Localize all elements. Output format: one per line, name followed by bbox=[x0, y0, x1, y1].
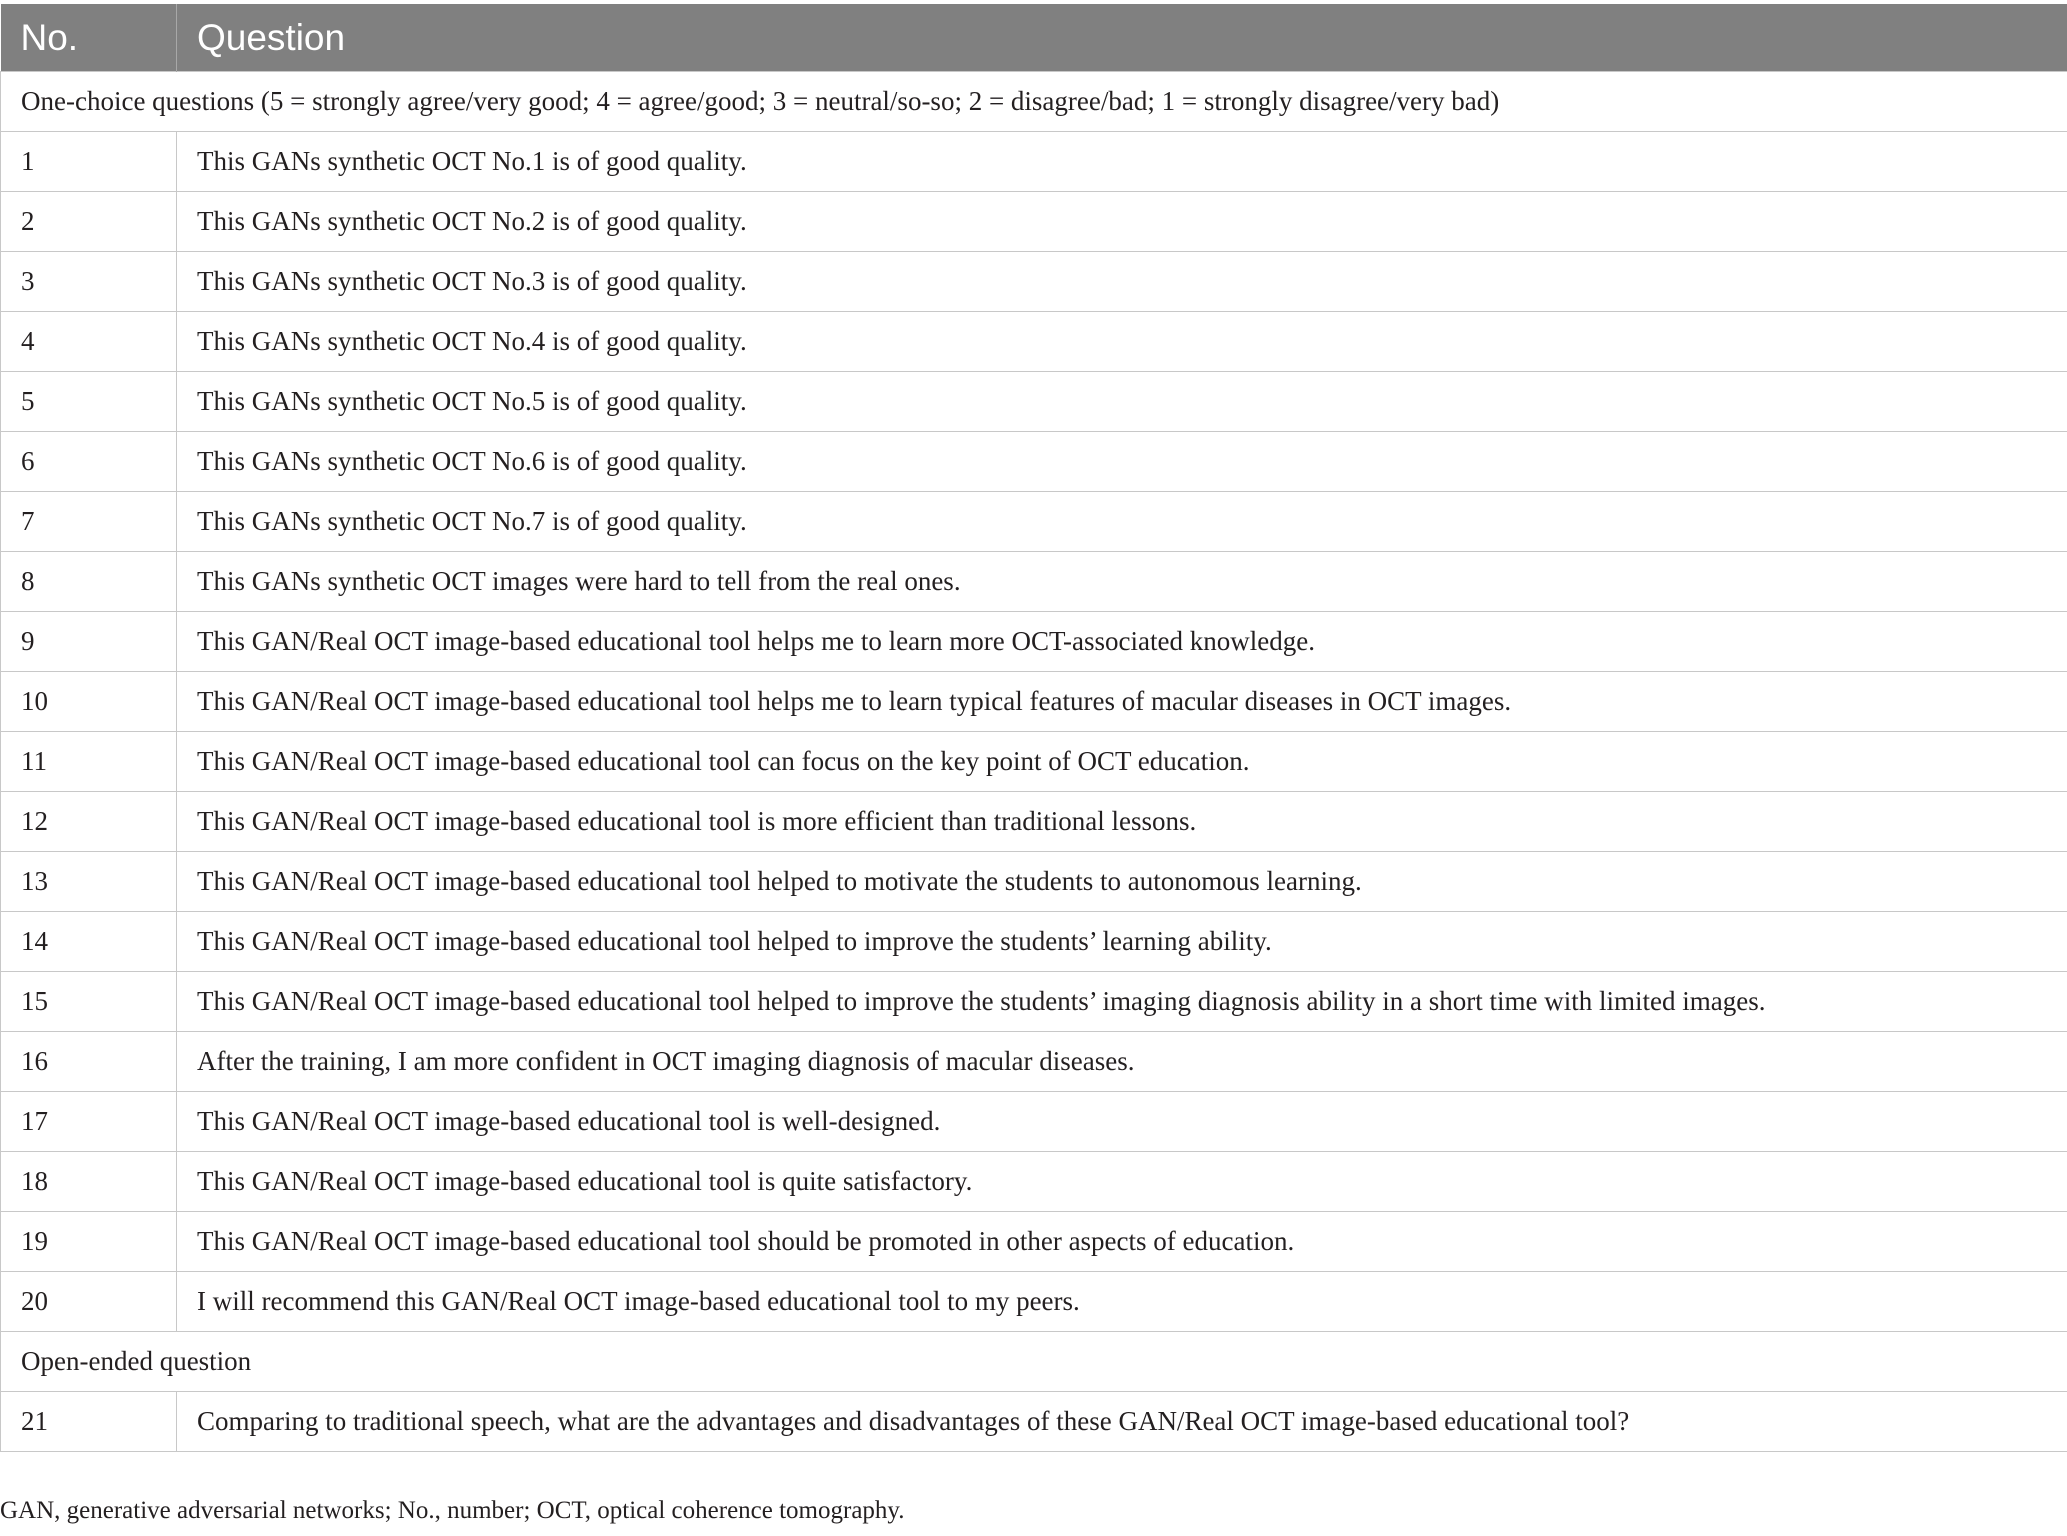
table-row bbox=[1, 1152, 2067, 1212]
table-row bbox=[1, 132, 2067, 192]
table-row bbox=[1, 1272, 2067, 1332]
row-question: This GANs synthetic OCT No.2 is of good quality. bbox=[177, 192, 2067, 252]
row-question: This GANs synthetic OCT No.6 is of good quality. bbox=[177, 432, 2067, 492]
row-number: 6 bbox=[1, 432, 177, 492]
row-question: This GANs synthetic OCT No.7 is of good quality. bbox=[177, 492, 2067, 552]
row-number: 11 bbox=[1, 732, 177, 792]
section-row-one-choice bbox=[1, 72, 2067, 132]
table-row bbox=[1, 1392, 2067, 1452]
table-row bbox=[1, 552, 2067, 612]
table-footnote: GAN, generative adversarial networks; No., number; OCT, optical coherence tomography. bbox=[0, 1497, 905, 1524]
row-question: This GAN/Real OCT image-based educational tool helped to improve the students’ imaging diagnosis ability in a short time with limited images. bbox=[177, 972, 2067, 1032]
header-row bbox=[1, 4, 2067, 72]
row-number: 13 bbox=[1, 852, 177, 912]
row-number: 19 bbox=[1, 1212, 177, 1272]
row-number: 15 bbox=[1, 972, 177, 1032]
row-question: Comparing to traditional speech, what are the advantages and disadvantages of these GAN/Real OCT image-based educational tool? bbox=[177, 1392, 2067, 1452]
table-row bbox=[1, 432, 2067, 492]
row-question: This GAN/Real OCT image-based educational tool helps me to learn typical features of macular diseases in OCT images. bbox=[177, 672, 2067, 732]
row-number: 2 bbox=[1, 192, 177, 252]
section-row-open-ended bbox=[1, 1332, 2067, 1392]
header-no: No. bbox=[1, 4, 177, 72]
row-number: 1 bbox=[1, 132, 177, 192]
table-row bbox=[1, 912, 2067, 972]
row-question: This GANs synthetic OCT No.1 is of good quality. bbox=[177, 132, 2067, 192]
row-number: 20 bbox=[1, 1272, 177, 1332]
row-number: 9 bbox=[1, 612, 177, 672]
row-number: 14 bbox=[1, 912, 177, 972]
row-question: This GANs synthetic OCT No.3 is of good quality. bbox=[177, 252, 2067, 312]
questionnaire-table-container bbox=[0, 4, 2067, 1452]
table-row bbox=[1, 732, 2067, 792]
row-number: 16 bbox=[1, 1032, 177, 1092]
row-question: This GAN/Real OCT image-based educational tool should be promoted in other aspects of education. bbox=[177, 1212, 2067, 1272]
table-row bbox=[1, 792, 2067, 852]
row-question: This GAN/Real OCT image-based educational tool helps me to learn more OCT-associated knowledge. bbox=[177, 612, 2067, 672]
questionnaire-table bbox=[0, 4, 2067, 1452]
row-number: 12 bbox=[1, 792, 177, 852]
table-header bbox=[1, 4, 2067, 72]
table-row bbox=[1, 192, 2067, 252]
row-number: 21 bbox=[1, 1392, 177, 1452]
row-question: After the training, I am more confident in OCT imaging diagnosis of macular diseases. bbox=[177, 1032, 2067, 1092]
table-row bbox=[1, 1212, 2067, 1272]
row-question: This GANs synthetic OCT No.4 is of good quality. bbox=[177, 312, 2067, 372]
section-label-open-ended: Open-ended question bbox=[1, 1332, 2067, 1392]
row-number: 18 bbox=[1, 1152, 177, 1212]
table-row bbox=[1, 252, 2067, 312]
table-row bbox=[1, 612, 2067, 672]
row-question: This GANs synthetic OCT No.5 is of good quality. bbox=[177, 372, 2067, 432]
row-number: 3 bbox=[1, 252, 177, 312]
row-question: This GAN/Real OCT image-based educational tool is quite satisfactory. bbox=[177, 1152, 2067, 1212]
table-row bbox=[1, 372, 2067, 432]
row-question: I will recommend this GAN/Real OCT image-based educational tool to my peers. bbox=[177, 1272, 2067, 1332]
table-row bbox=[1, 1092, 2067, 1152]
row-question: This GANs synthetic OCT images were hard to tell from the real ones. bbox=[177, 552, 2067, 612]
row-number: 7 bbox=[1, 492, 177, 552]
table-row bbox=[1, 1032, 2067, 1092]
row-number: 5 bbox=[1, 372, 177, 432]
header-question: Question bbox=[177, 4, 2067, 72]
row-question: This GAN/Real OCT image-based educational tool helped to improve the students’ learning ability. bbox=[177, 912, 2067, 972]
table-body bbox=[1, 72, 2067, 1452]
section-label-one-choice: One-choice questions (5 = strongly agree/very good; 4 = agree/good; 3 = neutral/so-so; 2 = disagree/bad; 1 = strongly disagree/very bad) bbox=[1, 72, 2067, 132]
table-row bbox=[1, 852, 2067, 912]
row-number: 10 bbox=[1, 672, 177, 732]
row-question: This GAN/Real OCT image-based educational tool is more efficient than traditional lessons. bbox=[177, 792, 2067, 852]
table-row bbox=[1, 492, 2067, 552]
row-question: This GAN/Real OCT image-based educational tool is well-designed. bbox=[177, 1092, 2067, 1152]
table-row bbox=[1, 972, 2067, 1032]
row-question: This GAN/Real OCT image-based educational tool helped to motivate the students to autonomous learning. bbox=[177, 852, 2067, 912]
row-number: 17 bbox=[1, 1092, 177, 1152]
table-row bbox=[1, 312, 2067, 372]
row-question: This GAN/Real OCT image-based educational tool can focus on the key point of OCT education. bbox=[177, 732, 2067, 792]
row-number: 8 bbox=[1, 552, 177, 612]
row-number: 4 bbox=[1, 312, 177, 372]
table-row bbox=[1, 672, 2067, 732]
